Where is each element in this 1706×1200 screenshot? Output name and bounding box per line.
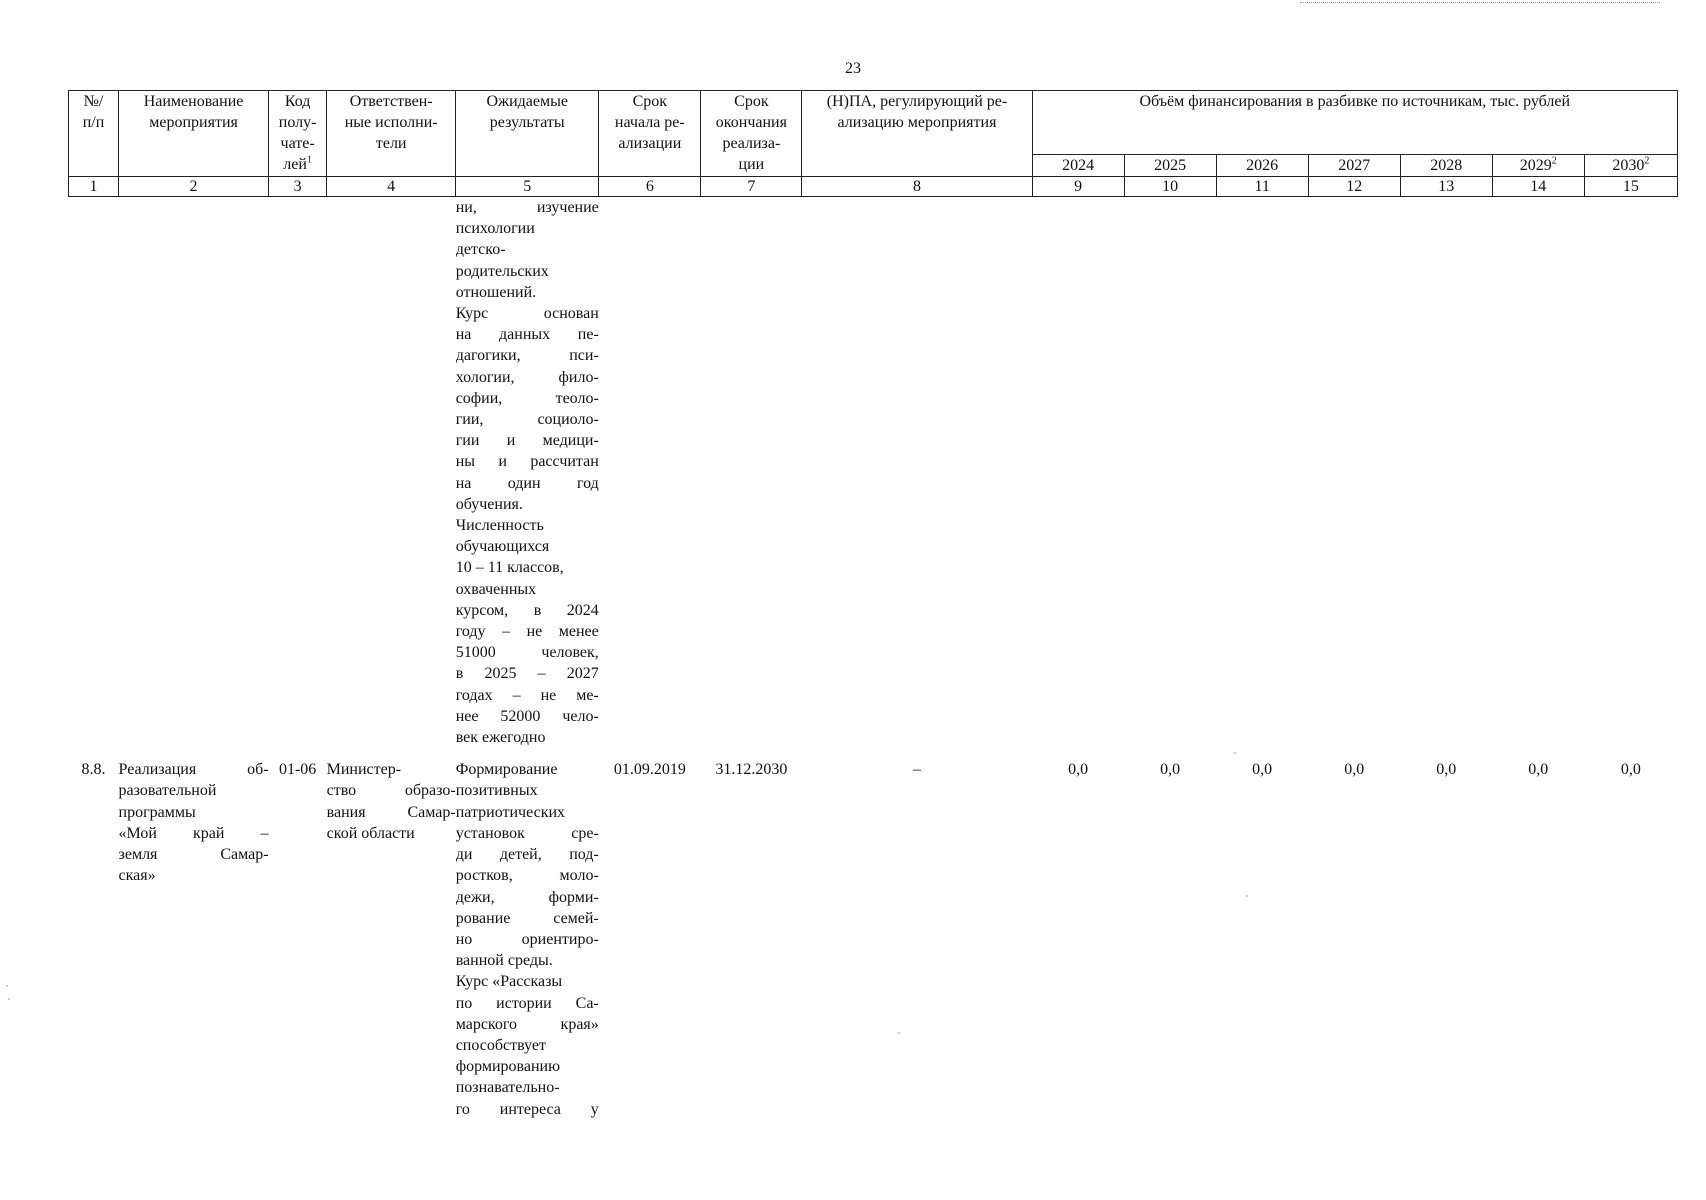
funding-2030: 0,0 xyxy=(1620,761,1641,779)
expected-results-cell: Формирование позитивных патриотических установок сре- ди детей, под- ростков, моло- дежи, форми- рование семей- но ориентиро- ванной среды. Курс «Рассказы по истории Са- марского края» способствует формированию познавательно- го интереса у xyxy=(455,761,599,1118)
header-number: №/ п/п xyxy=(69,91,119,177)
column-number: 12 xyxy=(1308,177,1400,197)
column-number: 6 xyxy=(599,177,701,197)
column-number: 10 xyxy=(1124,177,1216,197)
header-funding: Объём финансирования в разбивке по источникам, тыс. рублей xyxy=(1032,91,1677,155)
header-measure-name: Наименование мероприятия xyxy=(119,91,269,177)
header-year: 2026 xyxy=(1216,155,1308,177)
row-number: 8.8. xyxy=(81,761,106,779)
funding-2029: 0,0 xyxy=(1528,761,1549,779)
column-number: 8 xyxy=(802,177,1032,197)
column-number: 9 xyxy=(1032,177,1124,197)
expected-results-cell: ни, изучение психологии детско- родительских отношений. Курс основан на данных пе- дагогики, пси- хологии, фило- софии, теоло- гии, социоло- гии и медици- ны и рассчитан на один год обучения. Численность обучающихся 10 – 11 классов, охваченных курсом, в 2024 году – не менее 51000 человек, в 2025 – 2027 годах – не ме- нее 52000 чело- век ежегодно xyxy=(455,199,599,747)
column-number: 11 xyxy=(1216,177,1308,197)
header-year: 2028 xyxy=(1400,155,1492,177)
header-year: 2027 xyxy=(1308,155,1400,177)
header-year: 2030$^2$ xyxy=(1584,155,1677,177)
column-number: 14 xyxy=(1492,177,1584,197)
column-number: 2 xyxy=(119,177,269,197)
column-number: 15 xyxy=(1584,177,1677,197)
column-number: 7 xyxy=(701,177,802,197)
scan-speck xyxy=(6,985,8,987)
recipient-code: 01-06 xyxy=(278,761,317,779)
header-executors: Ответствен- ные исполни- тели xyxy=(327,91,456,177)
column-number-row xyxy=(69,177,1678,197)
header-year: 2025 xyxy=(1124,155,1216,177)
header-year: 2029$^2$ xyxy=(1492,155,1584,177)
header-row xyxy=(69,91,1678,155)
column-number: 4 xyxy=(327,177,456,197)
program-measures-table xyxy=(68,90,1678,1120)
header-regulation: (Н)ПА, регулирующий ре- ализацию мероприятия xyxy=(802,91,1032,177)
header-recipient-code: Код полу- чате- лей$^1$ xyxy=(269,91,327,177)
column-number: 1 xyxy=(69,177,119,197)
header-start-date: Срок начала ре- ализации xyxy=(599,91,701,177)
header-end-date: Срок окончания реализа- ции xyxy=(701,91,802,177)
measure-name: Реализация об- разовательной программы «Мой край – земля Самар- ская» xyxy=(118,761,269,885)
header-year: 2024 xyxy=(1032,155,1124,177)
funding-2024: 0,0 xyxy=(1068,761,1089,779)
end-date: 31.12.2030 xyxy=(715,761,788,779)
funding-2028: 0,0 xyxy=(1436,761,1457,779)
page-number: 23 xyxy=(845,60,861,77)
column-number: 3 xyxy=(269,177,327,197)
funding-2026: 0,0 xyxy=(1252,761,1273,779)
column-number: 13 xyxy=(1400,177,1492,197)
scan-speck xyxy=(8,998,10,1000)
scan-top-line xyxy=(1300,2,1660,3)
funding-2025: 0,0 xyxy=(1160,761,1181,779)
table-row xyxy=(69,748,1678,1119)
continuation-row xyxy=(69,197,1678,749)
regulation: – xyxy=(912,761,921,779)
header-expected-results: Ожидаемые результаты xyxy=(456,91,599,177)
executor: Министер- ство образо- вания Самар- ской области xyxy=(326,761,456,842)
column-number: 5 xyxy=(456,177,599,197)
funding-2027: 0,0 xyxy=(1344,761,1365,779)
start-date: 01.09.2019 xyxy=(613,761,686,779)
